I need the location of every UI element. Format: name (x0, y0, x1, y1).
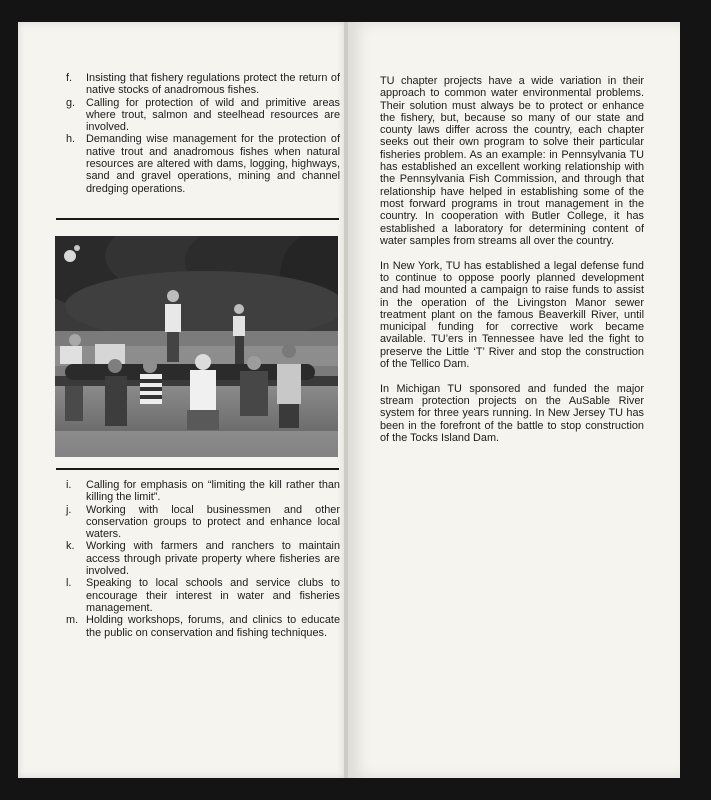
photo-illustration (55, 236, 338, 457)
list-item-text: Insisting that fishery regulations protect the return of native stocks of anadromous fishes. (86, 72, 340, 97)
chapter-projects-text (380, 75, 644, 457)
list-marker: i. (66, 479, 72, 491)
divider-rule (56, 218, 339, 220)
list-marker: l. (66, 577, 72, 590)
list-item-text: Speaking to local schools and service clubs to encourage their interest in water and fisheries management. (86, 577, 340, 614)
list-marker: j. (66, 503, 72, 516)
list-item (66, 479, 340, 504)
list-item-text: Holding workshops, forums, and clinics to educate the public on conservation and fishing techniques. (86, 614, 340, 639)
list-item (66, 614, 340, 639)
paragraph: In Michigan TU sponsored and funded the major stream protection projects on the AuSable River system for three years running. In New Jersey TU has been in the forefront of the battle to stop construction of the Tocks Island Dam. (380, 382, 644, 445)
paragraph: TU chapter projects have a wide variation in their approach to common water environmental problems. Their solution must always be to protect or enhance the fishery, but, because so many of our state and county laws differ across the country, each chapter seeks out their own program to solve their particular fisheries problem. As an example: in Pennsylvania TU has established an excellent working relationship with the Pennsylvania Fish Commission, and through that relationship have helped in establishing some of the most forward programs in trout management in the country. In cooperation with Butler College, it has established a laboratory for determining content of water samples from streams all over the country. (380, 75, 644, 247)
paragraph: In New York, TU has established a legal defense fund to continue to oppose poorly planned development and had mounted a campaign to raise funds to assist in the operation of the Livingston Manor sewer treatment plant on the famous Beaverkill River, until municipal funding for corrective work became available. TU’ers in Tennessee have led the fight to preserve the Little ‘T’ River and stop the construction of the Tellico Dam. (380, 259, 644, 371)
list-marker: g. (66, 96, 76, 109)
right-page (348, 22, 680, 778)
list-item-text: Calling for protection of wild and primitive areas where trout, salmon and steelhead resources are involved. (86, 96, 340, 134)
list-item-text: Working with local businessmen and other conservation groups to protect and enhance local waters. (86, 503, 340, 541)
conservation-list-top (66, 72, 340, 195)
list-marker: f. (66, 72, 73, 84)
list-item (66, 504, 340, 541)
list-item (66, 540, 340, 577)
left-page (18, 22, 344, 778)
divider-rule (56, 468, 339, 470)
list-item-text: Demanding wise management for the protection of native trout and anadromous fishes when natural resources are altered with dams, logging, highways, sand and gravel operations, mining and channel dredging operations. (86, 133, 340, 195)
list-item-text: Calling for emphasis on “limiting the kill rather than killing the limit”. (86, 479, 340, 504)
stream-work-photo (55, 236, 338, 457)
list-marker: m. (66, 614, 79, 627)
list-item (66, 72, 340, 97)
list-item-text: Working with farmers and ranchers to maintain access through private property where fisheries are involved. (86, 540, 340, 578)
conservation-list-bottom (66, 479, 340, 639)
list-item (66, 133, 340, 194)
list-item (66, 97, 340, 134)
list-marker: h. (66, 133, 76, 146)
list-item (66, 577, 340, 614)
list-marker: k. (66, 540, 75, 553)
